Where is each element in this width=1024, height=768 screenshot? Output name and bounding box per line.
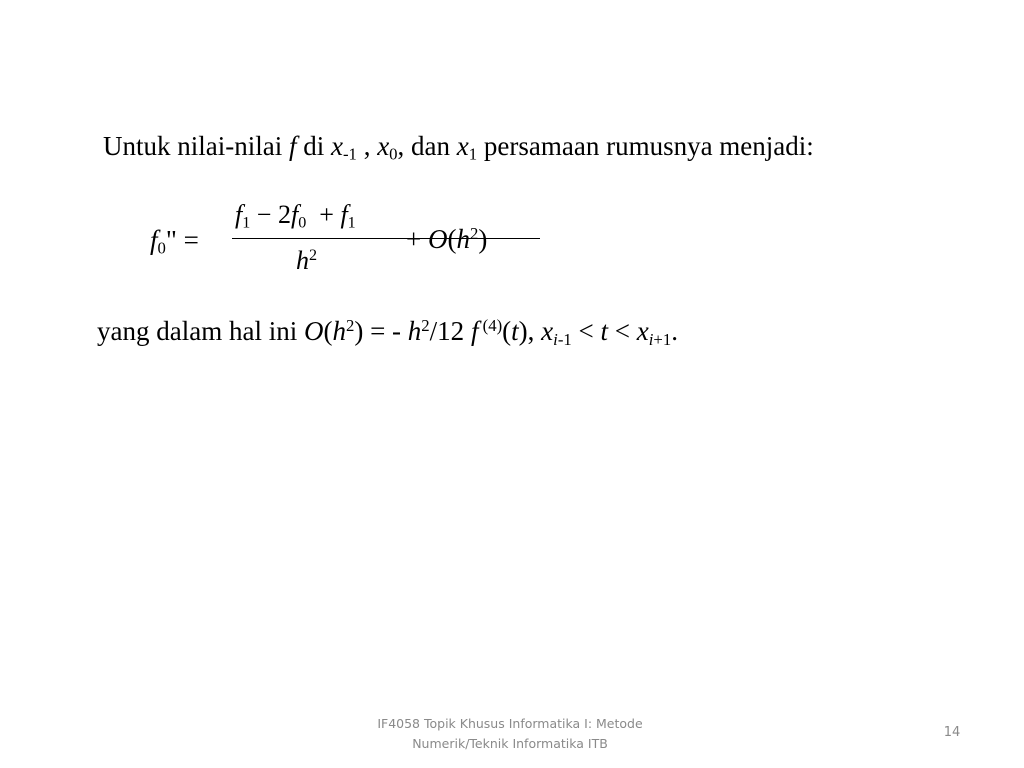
err-x-lower: x	[541, 316, 554, 347]
num-sub-0: 0	[298, 214, 307, 232]
err-sub-minus1: -1	[557, 329, 572, 349]
formula-denominator	[296, 246, 317, 276]
den-h: h	[296, 246, 309, 275]
intro-f: f	[288, 131, 297, 161]
intro-x-0: x	[377, 131, 390, 161]
fraction-bar	[232, 238, 540, 239]
lhs-f: f	[150, 225, 158, 255]
err-text-1: yang dalam hal ini	[97, 316, 304, 347]
second-derivative-formula	[150, 200, 530, 290]
big-o-symbol: O	[427, 224, 448, 255]
num-plus: +	[306, 200, 341, 229]
intro-sub-1: 1	[468, 144, 478, 164]
err-deriv-order: (4)	[478, 316, 503, 335]
big-o-exp: 2	[469, 224, 479, 243]
err-open: (	[323, 316, 333, 347]
formula-numerator	[235, 200, 356, 233]
err-sub-i-2: i	[648, 329, 654, 349]
err-end: .	[671, 316, 678, 347]
err-x-upper: x	[636, 316, 649, 347]
den-exp: 2	[309, 247, 318, 265]
err-open-2: (	[502, 316, 512, 347]
err-O: O	[303, 316, 324, 347]
err-exp-1: 2	[345, 316, 355, 335]
num-f1: f	[235, 200, 243, 229]
formula-error-term	[406, 224, 487, 255]
intro-sentence	[103, 133, 814, 163]
num-f0: f	[290, 200, 299, 229]
err-exp-2: 2	[421, 316, 430, 335]
err-text-2: ) = -	[354, 316, 408, 347]
err-text-3: /12	[429, 316, 471, 347]
error-term-sentence	[97, 318, 678, 349]
plus-sign: +	[406, 224, 428, 255]
intro-x-minus1: x	[331, 131, 343, 161]
err-f: f	[470, 316, 479, 347]
footer-line-2: Numerik/Teknik Informatika ITB	[412, 736, 608, 751]
err-lt-1: <	[571, 316, 601, 347]
num-sub-1b: 1	[347, 214, 356, 232]
big-o-close: )	[478, 224, 488, 255]
footer-line-1: IF4058 Topik Khusus Informatika I: Metode	[377, 716, 643, 731]
num-minus-2: − 2	[250, 200, 291, 229]
big-o-h: h	[456, 224, 470, 255]
err-sub-i-1: i	[553, 329, 558, 349]
intro-x-1: x	[456, 131, 469, 161]
intro-text-5: persamaan rumusnya menjadi:	[477, 131, 814, 161]
err-t-2: t	[600, 316, 609, 347]
err-t: t	[511, 316, 519, 347]
lhs-rest: " =	[165, 225, 199, 255]
err-h2: h	[407, 316, 422, 347]
intro-sub-0: 0	[389, 144, 398, 164]
lhs-sub: 0	[157, 238, 166, 258]
formula-lhs	[150, 225, 199, 259]
intro-text-1: Untuk nilai-nilai	[103, 131, 289, 161]
intro-sub-minus1: -1	[342, 144, 357, 164]
num-f1b: f	[340, 200, 348, 229]
num-sub-1: 1	[242, 214, 251, 232]
intro-text-2: di	[296, 131, 331, 161]
intro-text-3: ,	[356, 131, 378, 161]
err-h: h	[332, 316, 346, 347]
footer-course-title	[345, 714, 675, 754]
err-text-4: ),	[518, 316, 542, 347]
big-o-open: (	[447, 224, 457, 255]
intro-text-4: , dan	[397, 131, 457, 161]
err-sub-plus1: +1	[653, 329, 672, 349]
page-number: 14	[943, 725, 961, 740]
err-lt-2: <	[608, 316, 637, 347]
